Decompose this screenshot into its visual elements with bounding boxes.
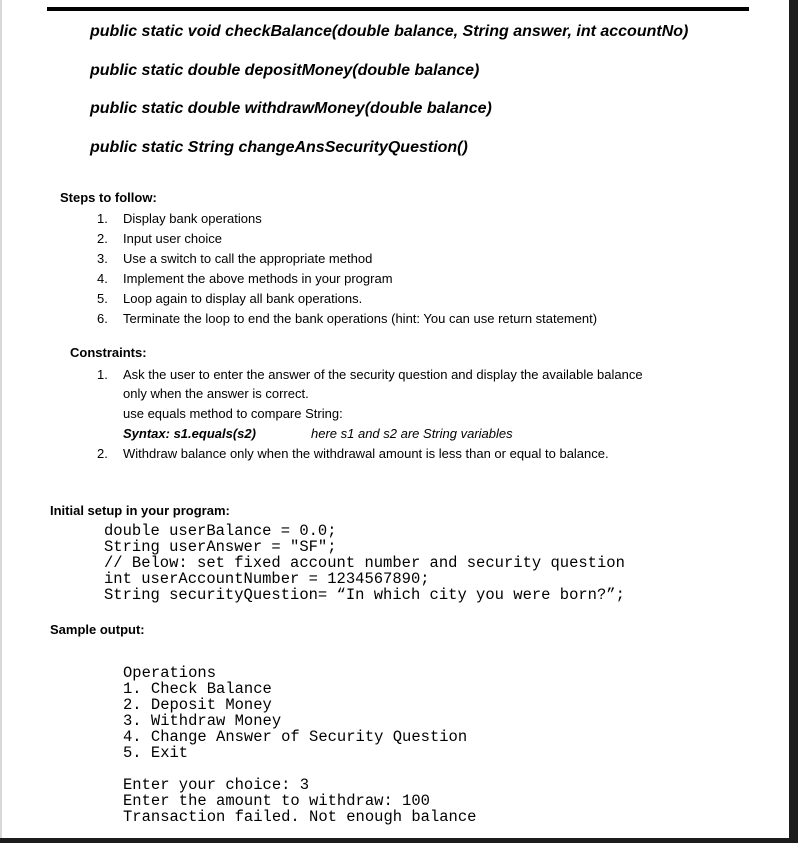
constraints-heading: Constraints: xyxy=(70,345,147,360)
signature-deposit-money: public static double depositMoney(double balance) xyxy=(90,62,480,79)
code-line: // Below: set fixed account number and security question xyxy=(104,554,625,572)
step-item: 6. Terminate the loop to end the bank operations (hint: You can use return statement) xyxy=(97,311,598,326)
sample-output-heading: Sample output: xyxy=(50,622,145,637)
step-item: 1. Display bank operations xyxy=(97,211,262,226)
constraint-1-number: 1. xyxy=(97,367,108,382)
step-item: 4. Implement the above methods in your program xyxy=(97,271,393,286)
signature-withdraw-money: public static double withdrawMoney(double balance) xyxy=(90,100,492,117)
output-line: Enter the amount to withdraw: 100 xyxy=(123,792,430,810)
output-line: Transaction failed. Not enough balance xyxy=(123,808,477,826)
code-line: int userAccountNumber = 1234567890; xyxy=(104,570,430,588)
constraint-2-text: Withdraw balance only when the withdrawal amount is less than or equal to balance. xyxy=(123,446,609,461)
constraint-2-number: 2. xyxy=(97,446,108,461)
code-line: String securityQuestion= “In which city you were born?”; xyxy=(104,586,625,604)
page-right-edge xyxy=(789,0,798,843)
top-horizontal-rule xyxy=(47,7,749,11)
signature-check-balance: public static void checkBalance(double balance, String answer, int accountNo) xyxy=(90,23,689,40)
output-line: 4. Change Answer of Security Question xyxy=(123,728,468,746)
constraint-syntax-label: Syntax: s1.equals(s2) xyxy=(123,426,256,441)
output-line: Enter your choice: 3 xyxy=(123,776,310,794)
sample-output-menu xyxy=(123,665,467,761)
setup-heading: Initial setup in your program: xyxy=(50,503,230,518)
constraint-syntax-note: here s1 and s2 are String variables xyxy=(311,426,513,441)
constraint-1-line-1: Ask the user to enter the answer of the security question and display the available balance xyxy=(123,367,643,382)
signature-change-answer: public static String changeAnsSecurityQuestion() xyxy=(90,139,468,156)
output-line: 1. Check Balance xyxy=(123,680,272,698)
constraint-1-line-3: use equals method to compare String: xyxy=(123,406,343,421)
steps-heading: Steps to follow: xyxy=(60,190,157,205)
step-item: 3. Use a switch to call the appropriate method xyxy=(97,251,373,266)
output-line: 5. Exit xyxy=(123,744,189,762)
code-line: double userBalance = 0.0; xyxy=(104,522,337,540)
constraint-1-line-2: only when the answer is correct. xyxy=(123,386,309,401)
output-line: 3. Withdraw Money xyxy=(123,712,282,730)
sample-output-session xyxy=(123,777,476,825)
page-bottom-edge xyxy=(0,838,798,843)
code-line: String userAnswer = "SF"; xyxy=(104,538,337,556)
output-line: 2. Deposit Money xyxy=(123,696,272,714)
setup-code-block xyxy=(104,523,625,603)
output-line: Operations xyxy=(123,664,217,682)
step-item: 5. Loop again to display all bank operations. xyxy=(97,291,363,306)
step-item: 2. Input user choice xyxy=(97,231,223,246)
page-left-edge xyxy=(0,0,2,843)
steps-list xyxy=(97,209,737,329)
